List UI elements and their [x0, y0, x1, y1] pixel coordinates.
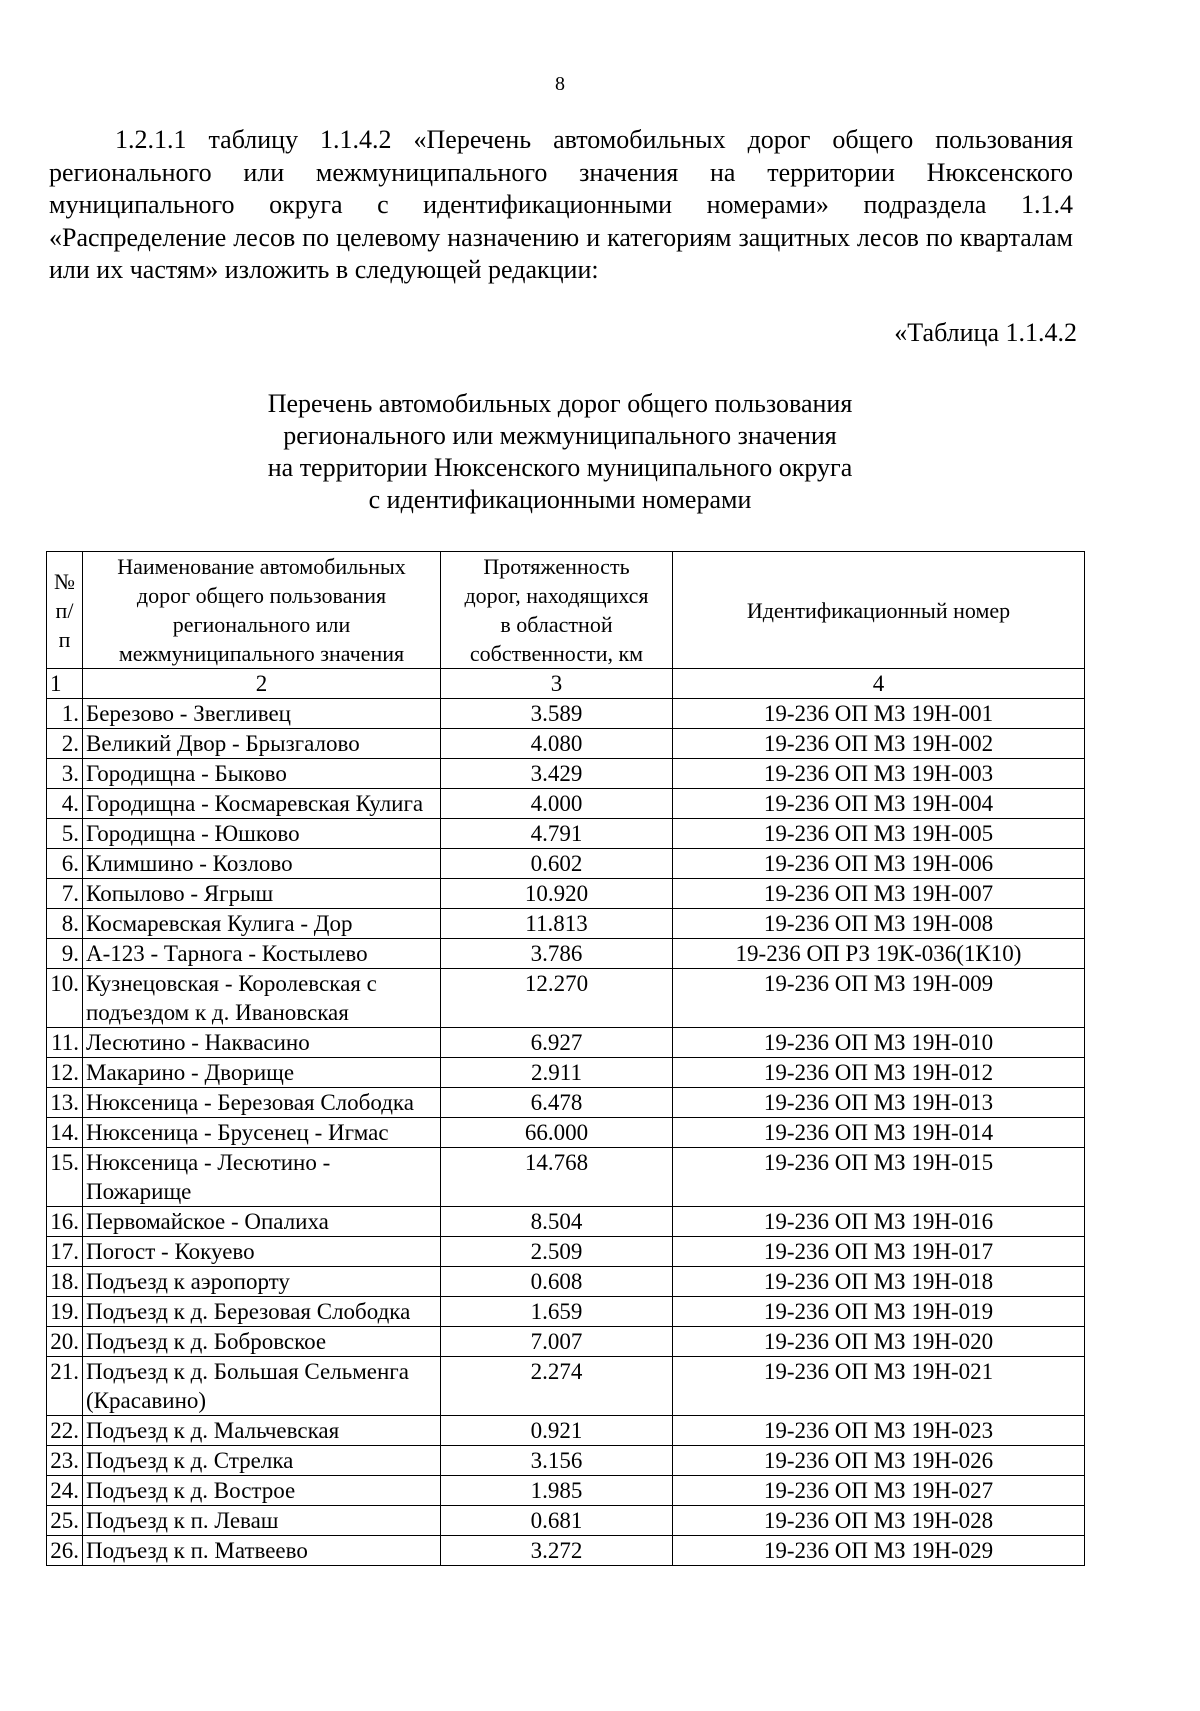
row-number: 7.	[47, 879, 83, 909]
road-length: 2.509	[441, 1237, 673, 1267]
table-title-line: регионального или межмуниципального значения	[283, 421, 837, 450]
table-row	[47, 819, 1085, 849]
header-num	[47, 552, 83, 669]
road-length: 0.608	[441, 1267, 673, 1297]
table-title	[0, 388, 1120, 516]
road-length: 3.156	[441, 1446, 673, 1476]
road-id-code: 19-236 ОП МЗ 19Н-014	[673, 1118, 1085, 1148]
table-row	[47, 1536, 1085, 1566]
row-number: 15.	[47, 1148, 83, 1207]
road-name: Первомайское - Опалиха	[83, 1207, 441, 1237]
road-id-code: 19-236 ОП МЗ 19Н-007	[673, 879, 1085, 909]
row-number: 24.	[47, 1476, 83, 1506]
table-row	[47, 759, 1085, 789]
table-row	[47, 1416, 1085, 1446]
header-line: Наименование автомобильных	[117, 554, 406, 579]
table-row	[47, 699, 1085, 729]
road-name: Городищна - Быково	[83, 759, 441, 789]
road-name: Подъезд к д. Стрелка	[83, 1446, 441, 1476]
table-row	[47, 939, 1085, 969]
road-id-code: 19-236 ОП МЗ 19Н-005	[673, 819, 1085, 849]
road-id-code: 19-236 ОП МЗ 19Н-012	[673, 1058, 1085, 1088]
road-name: Макарино - Дворище	[83, 1058, 441, 1088]
row-number: 1.	[47, 699, 83, 729]
row-number: 16.	[47, 1207, 83, 1237]
header-line: дорог, находящихся	[464, 583, 649, 608]
road-length: 4.000	[441, 789, 673, 819]
road-name: Подъезд к д. Бобровское	[83, 1327, 441, 1357]
road-length: 4.791	[441, 819, 673, 849]
table-row	[47, 1237, 1085, 1267]
table-title-line: на территории Нюксенского муниципального округа	[267, 453, 853, 482]
row-number: 17.	[47, 1237, 83, 1267]
table-row	[47, 1476, 1085, 1506]
road-name: Подъезд к д. Березовая Слободка	[83, 1297, 441, 1327]
road-id-code: 19-236 ОП МЗ 19Н-023	[673, 1416, 1085, 1446]
road-name: Городищна - Космаревская Кулига	[83, 789, 441, 819]
road-name: Климшино - Козлово	[83, 849, 441, 879]
road-name: Копылово - Ягрыш	[83, 879, 441, 909]
road-name: Подъезд к аэропорту	[83, 1267, 441, 1297]
road-name: Погост - Кокуево	[83, 1237, 441, 1267]
intro-paragraph: 1.2.1.1 таблицу 1.1.4.2 «Перечень автомобильных дорог общего пользования регионального или межмуниципального значения на территории Нюксенского муниципального округа с идентификационными номерами» подраздела 1.1.4 «Распределение лесов по целевому назначению и категориям защитных лесов по кварталам или их частям» изложить в следующей редакции:	[49, 125, 1073, 284]
road-length: 0.602	[441, 849, 673, 879]
road-id-code: 19-236 ОП МЗ 19Н-016	[673, 1207, 1085, 1237]
road-length: 11.813	[441, 909, 673, 939]
road-name: Подъезд к п. Леваш	[83, 1506, 441, 1536]
road-length: 0.921	[441, 1416, 673, 1446]
road-name: Подъезд к п. Матвеево	[83, 1536, 441, 1566]
header-code	[673, 552, 1085, 669]
row-number: 8.	[47, 909, 83, 939]
road-name: Подъезд к д. Мальчевская	[83, 1416, 441, 1446]
table-row	[47, 909, 1085, 939]
road-name: Кузнецовская - Королевская с подъездом к д. Ивановская	[83, 969, 441, 1028]
road-name: Нюксеница - Брусенец - Игмас	[83, 1118, 441, 1148]
row-number: 13.	[47, 1088, 83, 1118]
table-title-line: с идентификационными номерами	[368, 485, 752, 514]
roads-table-body	[47, 699, 1085, 1566]
row-number: 2.	[47, 729, 83, 759]
road-id-code: 19-236 ОП МЗ 19Н-021	[673, 1357, 1085, 1416]
header-line: регионального или	[172, 612, 351, 637]
road-id-code: 19-236 ОП МЗ 19Н-001	[673, 699, 1085, 729]
table-row	[47, 1118, 1085, 1148]
header-line: в областной	[500, 612, 613, 637]
header-line: Протяженность	[483, 554, 630, 579]
table-label: «Таблица 1.1.4.2	[894, 318, 1077, 347]
table-row	[47, 969, 1085, 1028]
road-length: 8.504	[441, 1207, 673, 1237]
row-number: 5.	[47, 819, 83, 849]
table-header-row	[47, 552, 1085, 669]
road-name: Нюксеница - Лесютино - Пожарище	[83, 1148, 441, 1207]
row-number: 25.	[47, 1506, 83, 1536]
road-id-code: 19-236 ОП МЗ 19Н-008	[673, 909, 1085, 939]
road-length: 3.429	[441, 759, 673, 789]
table-row	[47, 849, 1085, 879]
road-length: 0.681	[441, 1506, 673, 1536]
road-length: 14.768	[441, 1148, 673, 1207]
road-name: Нюксеница - Березовая Слободка	[83, 1088, 441, 1118]
road-length: 6.927	[441, 1028, 673, 1058]
header-line: межмуниципального значения	[118, 641, 405, 666]
road-length: 3.786	[441, 939, 673, 969]
road-length: 2.911	[441, 1058, 673, 1088]
table-row	[47, 1357, 1085, 1416]
road-id-code: 19-236 ОП МЗ 19Н-004	[673, 789, 1085, 819]
road-id-code: 19-236 ОП МЗ 19Н-010	[673, 1028, 1085, 1058]
road-length: 1.985	[441, 1476, 673, 1506]
table-row	[47, 1267, 1085, 1297]
row-number: 11.	[47, 1028, 83, 1058]
table-row	[47, 1327, 1085, 1357]
row-number: 22.	[47, 1416, 83, 1446]
road-name: Березово - Звегливец	[83, 699, 441, 729]
table-row	[47, 1148, 1085, 1207]
road-name: Лесютино - Наквасино	[83, 1028, 441, 1058]
header-line: №	[54, 568, 75, 594]
row-number: 10.	[47, 969, 83, 1028]
road-length: 6.478	[441, 1088, 673, 1118]
column-number-row	[47, 669, 1085, 699]
row-number: 20.	[47, 1327, 83, 1357]
table-row	[47, 1297, 1085, 1327]
road-id-code: 19-236 ОП МЗ 19Н-027	[673, 1476, 1085, 1506]
header-line: собственности, км	[469, 641, 644, 666]
road-id-code: 19-236 ОП РЗ 19К-036(1К10)	[673, 939, 1085, 969]
road-length: 3.589	[441, 699, 673, 729]
row-number: 21.	[47, 1357, 83, 1416]
road-name: Городищна - Юшково	[83, 819, 441, 849]
row-number: 3.	[47, 759, 83, 789]
road-name: Подъезд к д. Вострое	[83, 1476, 441, 1506]
table-row	[47, 1088, 1085, 1118]
header-length	[441, 552, 673, 669]
road-length: 3.272	[441, 1536, 673, 1566]
road-id-code: 19-236 ОП МЗ 19Н-009	[673, 969, 1085, 1028]
road-id-code: 19-236 ОП МЗ 19Н-019	[673, 1297, 1085, 1327]
road-id-code: 19-236 ОП МЗ 19Н-013	[673, 1088, 1085, 1118]
table-row	[47, 789, 1085, 819]
road-length: 66.000	[441, 1118, 673, 1148]
table-row	[47, 1028, 1085, 1058]
road-id-code: 19-236 ОП МЗ 19Н-029	[673, 1536, 1085, 1566]
table-row	[47, 1506, 1085, 1536]
road-name: Подъезд к д. Большая Сельменга (Красавино)	[83, 1357, 441, 1416]
roads-table	[46, 551, 1085, 1566]
row-number: 12.	[47, 1058, 83, 1088]
column-number: 2	[83, 669, 441, 699]
header-line: дорог общего пользования	[136, 583, 387, 608]
road-name: Космаревская Кулига - Дор	[83, 909, 441, 939]
road-id-code: 19-236 ОП МЗ 19Н-002	[673, 729, 1085, 759]
road-length: 2.274	[441, 1357, 673, 1416]
road-length: 4.080	[441, 729, 673, 759]
road-id-code: 19-236 ОП МЗ 19Н-020	[673, 1327, 1085, 1357]
road-id-code: 19-236 ОП МЗ 19Н-017	[673, 1237, 1085, 1267]
table-row	[47, 1207, 1085, 1237]
page-number: 8	[555, 73, 565, 95]
road-length: 7.007	[441, 1327, 673, 1357]
road-id-code: 19-236 ОП МЗ 19Н-028	[673, 1506, 1085, 1536]
header-line: Идентификационный номер	[746, 597, 1011, 623]
header-line: п/п	[55, 597, 74, 652]
road-id-code: 19-236 ОП МЗ 19Н-003	[673, 759, 1085, 789]
row-number: 4.	[47, 789, 83, 819]
table-title-line: Перечень автомобильных дорог общего пользования	[267, 389, 853, 418]
column-number: 1	[47, 669, 83, 699]
table-row	[47, 1058, 1085, 1088]
row-number: 23.	[47, 1446, 83, 1476]
road-id-code: 19-236 ОП МЗ 19Н-015	[673, 1148, 1085, 1207]
road-id-code: 19-236 ОП МЗ 19Н-006	[673, 849, 1085, 879]
row-number: 26.	[47, 1536, 83, 1566]
road-length: 12.270	[441, 969, 673, 1028]
row-number: 19.	[47, 1297, 83, 1327]
table-row	[47, 879, 1085, 909]
road-name: А-123 - Тарнога - Костылево	[83, 939, 441, 969]
column-number: 3	[441, 669, 673, 699]
row-number: 9.	[47, 939, 83, 969]
table-row	[47, 1446, 1085, 1476]
header-name	[83, 552, 441, 669]
road-name: Великий Двор - Брызгалово	[83, 729, 441, 759]
table-row	[47, 729, 1085, 759]
row-number: 18.	[47, 1267, 83, 1297]
row-number: 6.	[47, 849, 83, 879]
road-length: 10.920	[441, 879, 673, 909]
column-number: 4	[673, 669, 1085, 699]
row-number: 14.	[47, 1118, 83, 1148]
road-id-code: 19-236 ОП МЗ 19Н-026	[673, 1446, 1085, 1476]
road-length: 1.659	[441, 1297, 673, 1327]
road-id-code: 19-236 ОП МЗ 19Н-018	[673, 1267, 1085, 1297]
